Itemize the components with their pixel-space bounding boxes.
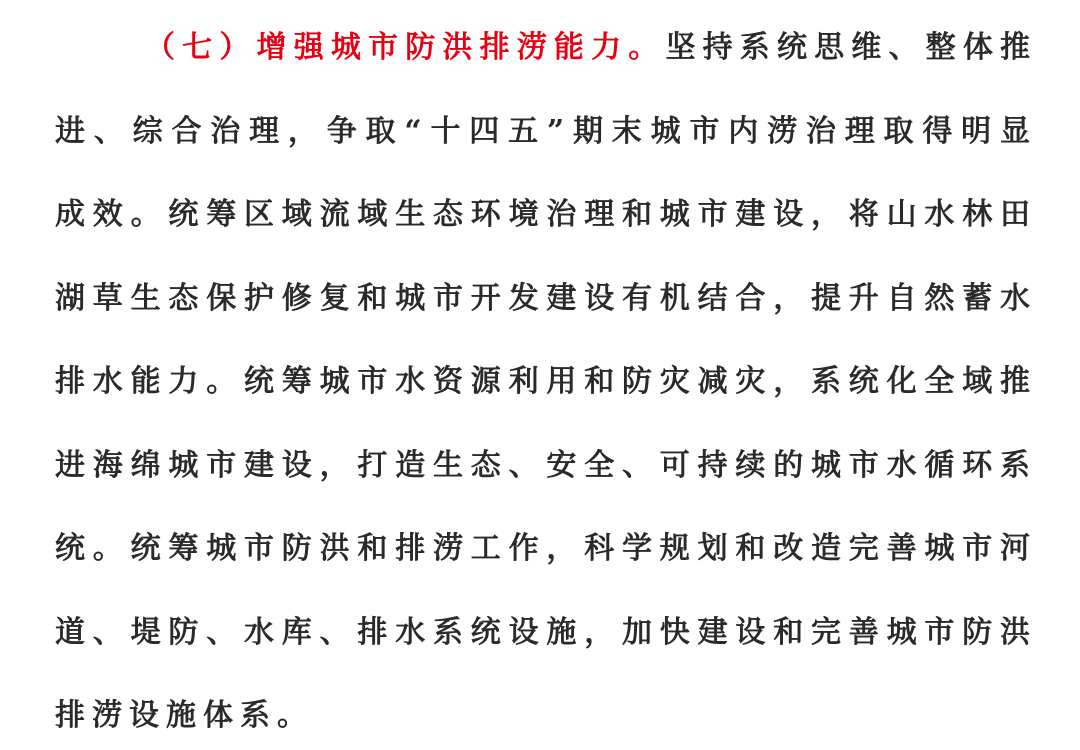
section-heading: （七）增强城市防洪排涝能力。	[145, 30, 666, 65]
paragraph-line-3: 成效。统筹区域流域生态环境治理和城市建设，将山水林田	[55, 197, 1030, 232]
paragraph-line-9: 排涝设施体系。	[55, 698, 314, 733]
paragraph-line-8: 道、堤防、水库、排水系统设施，加快建设和完善城市防洪	[55, 615, 1030, 650]
paragraph-line-1	[145, 23, 1030, 73]
paragraph-line-4: 湖草生态保护修复和城市开发建设有机结合，提升自然蓄水	[55, 281, 1030, 316]
paragraph-line-5: 排水能力。统筹城市水资源利用和防灾减灾，系统化全域推	[55, 364, 1030, 399]
paragraph-line-7: 统。统筹城市防洪和排涝工作，科学规划和改造完善城市河	[55, 531, 1030, 566]
paragraph-line-6: 进海绵城市建设，打造生态、安全、可持续的城市水循环系	[55, 448, 1030, 483]
paragraph-line-2: 进、综合治理，争取“十四五”期末城市内涝治理取得明显	[55, 114, 1030, 149]
paragraph-text-1: 坚持系统思维、整体推	[665, 30, 1031, 65]
